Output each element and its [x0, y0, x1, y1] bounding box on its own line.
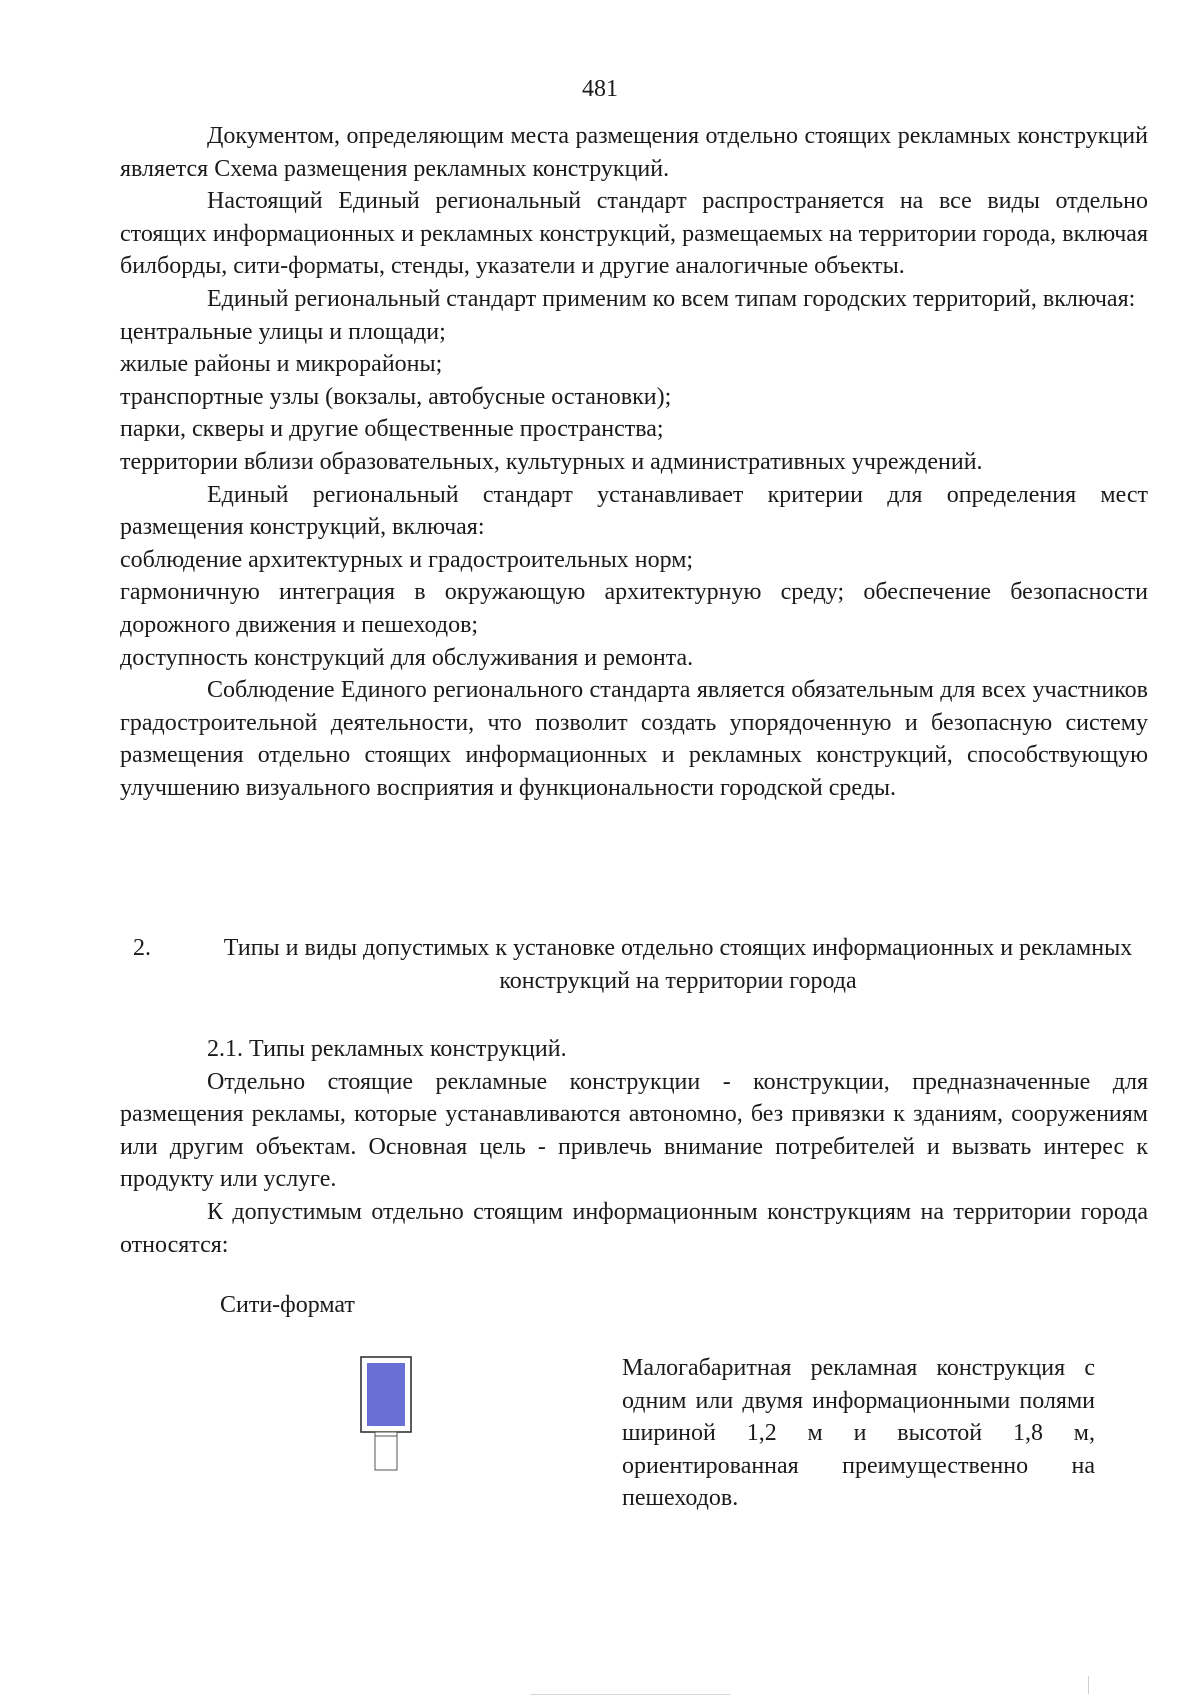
item-description [622, 1352, 1095, 1515]
section-title: Типы и виды допустимых к установке отдельно стоящих информационных и рекламных конструкций на территории города [223, 935, 1133, 994]
paragraph: Единый региональный стандарт применим ко всем типам городских территорий, включая: [207, 285, 1136, 312]
list-item: гармоничную интеграция в окружающую архитектурную среду; обеспечение безопасности дорожного движения и пешеходов; [120, 579, 1148, 638]
page-number: 481 [582, 76, 618, 102]
list-item: центральные улицы и площади; [120, 318, 446, 345]
scan-artifact [1088, 1676, 1089, 1694]
list-item: доступность конструкций для обслуживания и ремонта. [120, 644, 694, 671]
paragraph: Единый региональный стандарт устанавливает критерии для определения мест размещения конструкций, включая: [120, 481, 1148, 541]
list-item: транспортные узлы (вокзалы, автобусные остановки); [120, 383, 672, 410]
section-number: 2. [133, 935, 151, 961]
paragraph: Соблюдение Единого регионального стандарта является обязательным для всех участников градостроительной деятельности, что позволит создать упорядоченную и безопасную систему размещения отдельно стоящих информационных и рекламных конструкций, способствующую улучшению визуального восприятия и функциональности городской среды. [120, 677, 1148, 801]
list-item: соблюдение архитектурных и градостроительных норм; [120, 546, 694, 573]
scan-artifact [530, 1694, 730, 1695]
paragraph: Документом, определяющим места размещения отдельно стоящих рекламных конструкций является Схема размещения рекламных конструкций. [120, 123, 1148, 182]
list-item: жилые районы и микрорайоны; [120, 351, 443, 378]
subsection [120, 1033, 1148, 1261]
city-format-billboard-icon [360, 1356, 416, 1474]
list-item: территории вблизи образовательных, культурных и административных учреждений. [120, 448, 983, 475]
item-title: Сити-формат [220, 1292, 355, 1318]
list-item: парки, скверы и другие общественные пространства; [120, 416, 664, 443]
item-description-text: Малогабаритная рекламная конструкция с одним или двумя информационными полями шириной 1,2 м и высотой 1,8 м, ориентированная преимущественно на пешеходов. [622, 1355, 1095, 1512]
paragraph: Настоящий Единый региональный стандарт распространяется на все виды отдельно стоящих информационных и рекламных конструкций, размещаемых на территории города, включая билборды, сити-форматы, стенды, указатели и другие аналогичные объекты. [120, 188, 1148, 280]
paragraph: Отдельно стоящие рекламные конструкции - конструкции, предназначенные для размещения рекламы, которые устанавливаются автономно, без привязки к зданиям, сооружениям или другим объектам. Основная цель - привлечь внимание потребителей и вызвать интерес к продукту или услуге. [120, 1068, 1148, 1193]
paragraph: К допустимым отдельно стоящим информационным конструкциям на территории города относятся: [120, 1198, 1148, 1258]
subsection-heading: 2.1. Типы рекламных конструкций. [207, 1036, 567, 1062]
body-text [120, 120, 1148, 804]
section-heading [120, 932, 1148, 997]
